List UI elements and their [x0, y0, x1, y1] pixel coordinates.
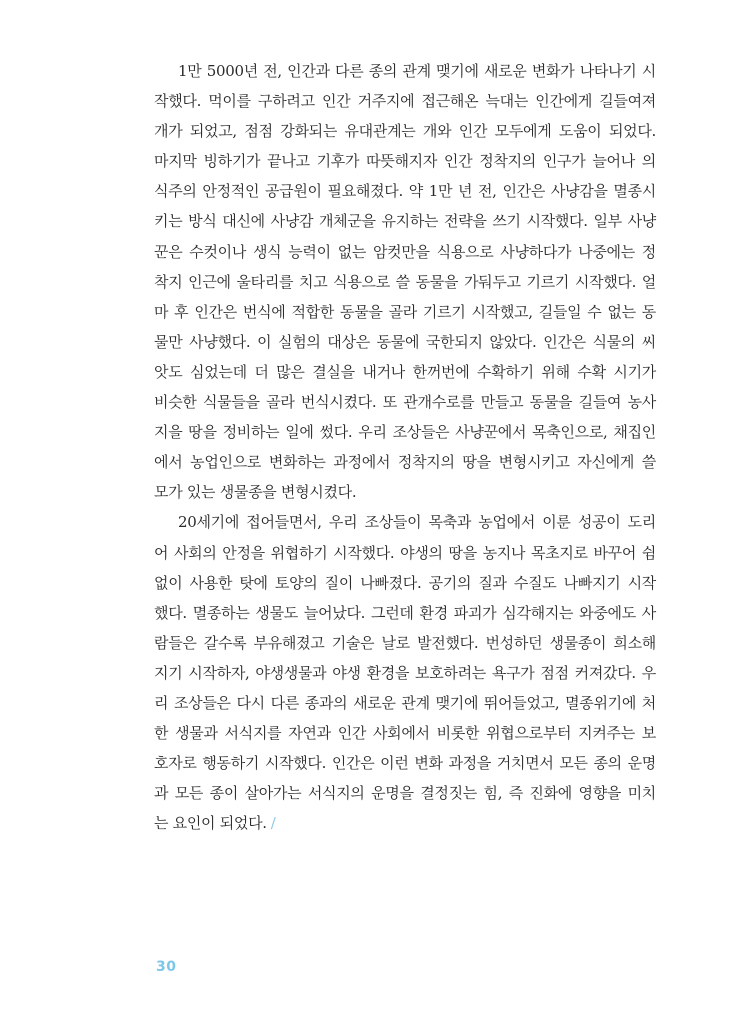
text-line: 앗도 심었는데 더 많은 결실을 내거나 한꺼번에 수확하기 위해 수확 시기가 — [154, 362, 656, 381]
body-text — [154, 56, 656, 838]
text-line: 한 생물과 서식지를 자연과 인간 사회에서 비롯한 위협으로부터 지켜주는 보 — [154, 724, 656, 743]
text-line: 비슷한 식물들을 골라 번식시켰다. 또 관개수로를 만들고 동물을 길들여 농사 — [154, 393, 656, 412]
text-line: 지기 시작하자, 야생생물과 야생 환경을 보호하려는 욕구가 점점 커져갔다. 우 — [154, 663, 656, 682]
paragraph-1 — [154, 56, 656, 507]
text-line: 호자로 행동하기 시작했다. 인간은 이런 변화 과정을 거치면서 모든 종의 운명 — [154, 754, 656, 773]
text-line: 리 조상들은 다시 다른 종과의 새로운 관계 맺기에 뛰어들었고, 멸종위기에 처 — [154, 693, 656, 712]
page-number: 30 — [156, 959, 177, 975]
text-line: 없이 사용한 탓에 토양의 질이 나빠졌다. 공기의 질과 수질도 나빠지기 시작 — [154, 573, 656, 592]
text-line: 개가 되었고, 점점 강화되는 유대관계는 개와 인간 모두에게 도움이 되었다. — [154, 122, 656, 141]
text-line: 마지막 빙하기가 끝나고 기후가 따뜻해지자 인간 정착지의 인구가 늘어나 의 — [154, 152, 656, 171]
end-mark: / — [270, 814, 276, 833]
text-line: 20세기에 접어들면서, 우리 조상들이 목축과 농업에서 이룬 성공이 도리 — [178, 513, 656, 532]
text-line: 모가 있는 생물종을 변형시켰다. — [154, 483, 357, 502]
text-line: 어 사회의 안정을 위협하기 시작했다. 야생의 땅을 농지나 목초지로 바꾸어 쉼 — [154, 543, 656, 562]
text-line: 1만 5000년 전, 인간과 다른 종의 관계 맺기에 새로운 변화가 나타나기 시 — [178, 62, 656, 80]
text-line: 작했다. 먹이를 구하려고 인간 거주지에 접근해온 늑대는 인간에게 길들여져 — [154, 92, 656, 111]
text-line: 식주의 안정적인 공급원이 필요해졌다. 약 1만 년 전, 인간은 사냥감을 멸종시 — [154, 182, 656, 201]
text-line: 꾼은 수컷이나 생식 능력이 없는 암컷만을 식용으로 사냥하다가 나중에는 정 — [154, 242, 656, 261]
text-line: 람들은 갈수록 부유해졌고 기술은 날로 발전했다. 번성하던 생물종이 희소해 — [154, 633, 656, 652]
text-line: 키는 방식 대신에 사냥감 개체군을 유지하는 전략을 쓰기 시작했다. 일부 사냥 — [154, 212, 656, 231]
text-line: 착지 인근에 울타리를 치고 식용으로 쓸 동물을 가둬두고 기르기 시작했다. 얼 — [154, 272, 656, 291]
text-line: 에서 농업인으로 변화하는 과정에서 정착지의 땅을 변형시키고 자신에게 쓸 — [154, 453, 656, 472]
paragraph-2 — [154, 507, 656, 838]
text-line: 는 요인이 되었다. — [154, 814, 267, 833]
text-line: 과 모든 종이 살아가는 서식지의 운명을 결정짓는 힘, 즉 진화에 영향을 미치 — [154, 784, 656, 803]
text-line: 마 후 인간은 번식에 적합한 동물을 골라 기르기 시작했고, 길들일 수 없는 동 — [154, 302, 656, 321]
text-line: 했다. 멸종하는 생물도 늘어났다. 그런데 환경 파괴가 심각해지는 와중에도 사 — [154, 603, 656, 622]
text-line: 물만 사냥했다. 이 실험의 대상은 동물에 국한되지 않았다. 인간은 식물의 씨 — [154, 332, 656, 351]
final-line — [154, 808, 656, 838]
text-line: 지을 땅을 정비하는 일에 썼다. 우리 조상들은 사냥꾼에서 목축인으로, 채집인 — [154, 423, 656, 442]
